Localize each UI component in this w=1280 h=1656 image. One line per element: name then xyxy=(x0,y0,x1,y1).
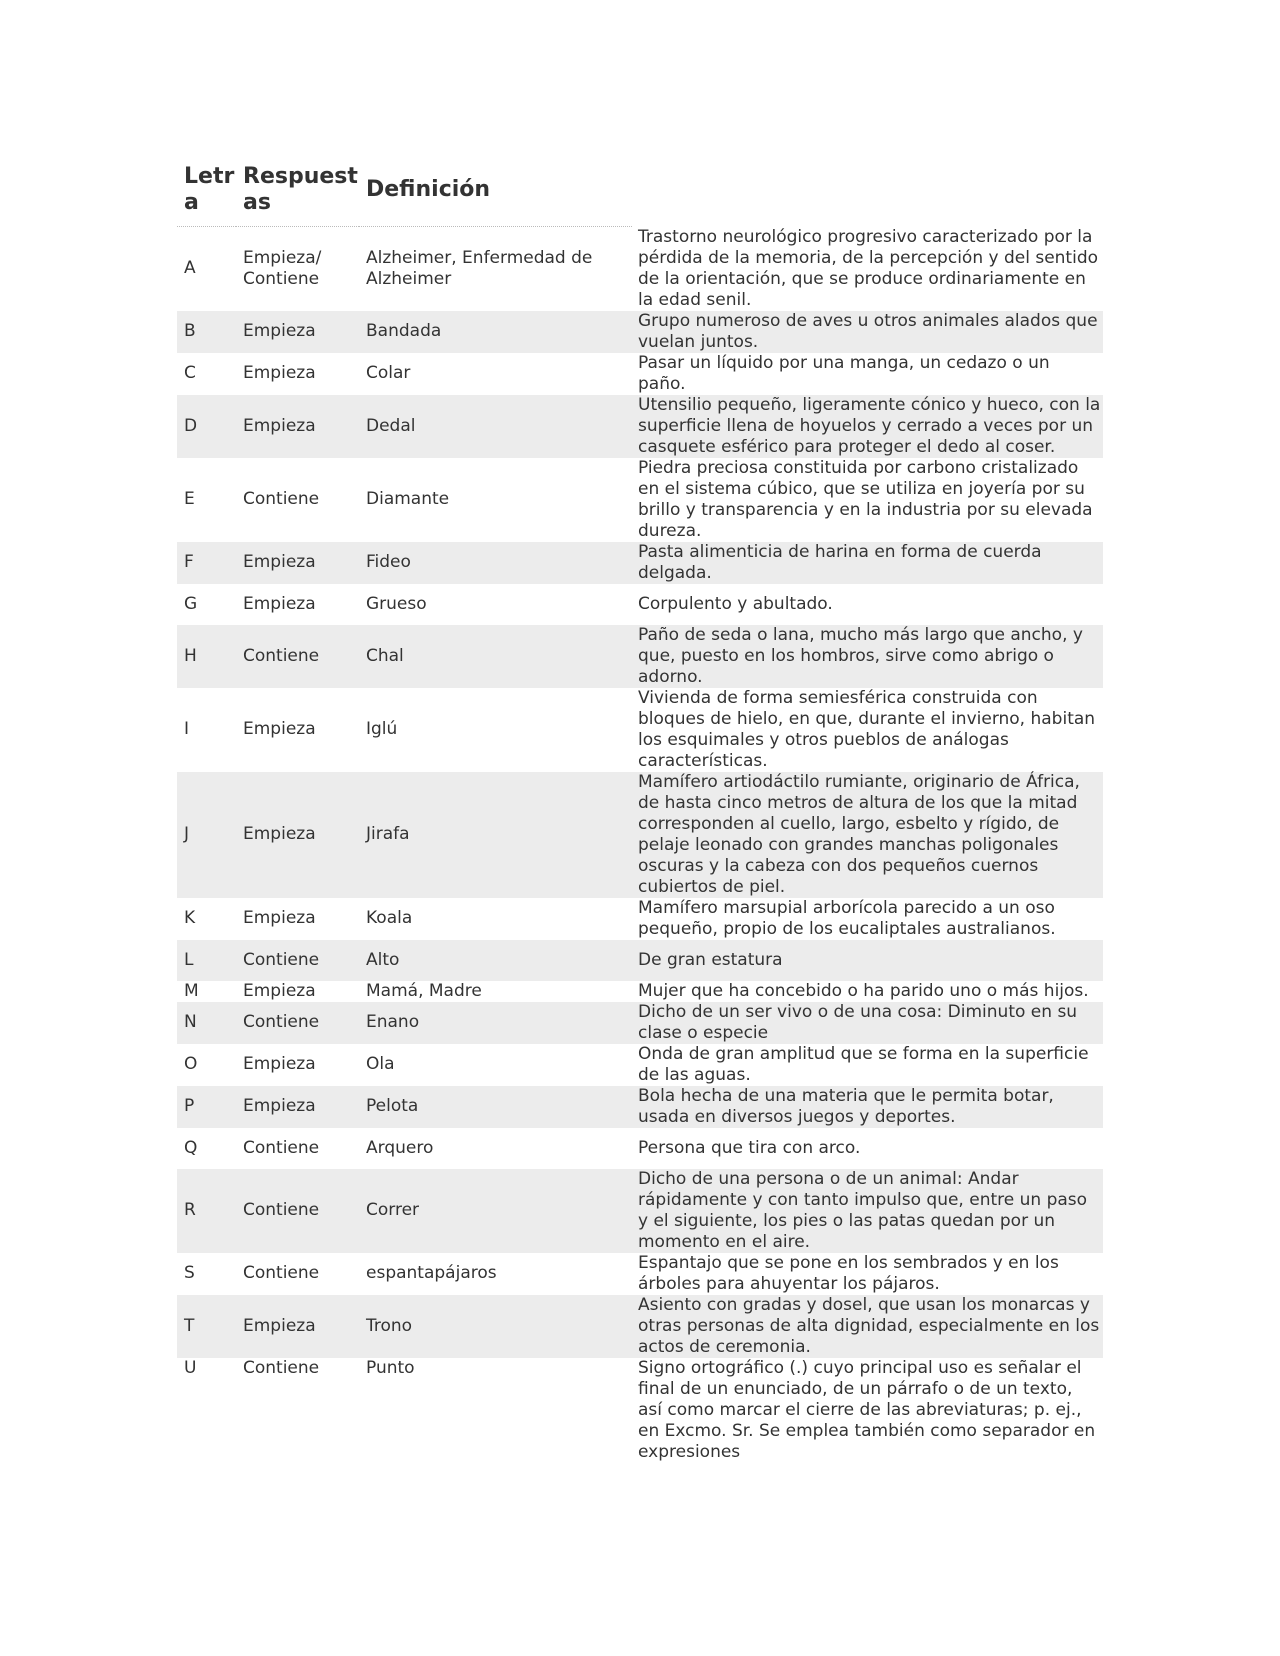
row-definition: Dicho de una persona o de un animal: Andar rápidamente y con tanto impulso que, entre un paso y el siguiente, los pies o las patas quedan por un momento en el aire. xyxy=(632,1169,1103,1253)
row-type: Empieza xyxy=(236,772,359,898)
row-letter: S xyxy=(184,1263,195,1283)
row-type: Empieza xyxy=(236,1086,359,1128)
row-letter: Q xyxy=(184,1137,198,1158)
table-row xyxy=(177,940,1103,981)
row-letter: A xyxy=(184,258,196,279)
row-type: Contiene xyxy=(236,940,359,981)
row-definition: Mamífero marsupial arborícola parecido a un oso pequeño, propio de los eucaliptales australianos. xyxy=(638,897,1056,939)
row-answer: Enano xyxy=(359,1002,632,1044)
table-row xyxy=(177,1044,1103,1086)
table-row xyxy=(177,542,1103,584)
table-row xyxy=(177,1002,1103,1044)
table-row xyxy=(177,458,1103,542)
row-letter: T xyxy=(177,1295,236,1358)
row-answer: Iglú xyxy=(366,719,398,739)
glossary-table xyxy=(177,160,1103,1463)
header-type: Respuestas xyxy=(236,160,359,227)
row-letter: B xyxy=(177,311,236,353)
row-definition: Corpulento y abultado. xyxy=(638,593,833,614)
row-answer: Pelota xyxy=(359,1086,632,1128)
table-row xyxy=(177,1169,1103,1253)
row-definition: Pasta alimenticia de harina en forma de cuerda delgada. xyxy=(632,542,1103,584)
row-definition: Mujer que ha concebido o ha parido uno o más hijos. xyxy=(638,980,1089,1001)
row-type: Contiene xyxy=(236,1002,359,1044)
row-definition: Asiento con gradas y dosel, que usan los monarcas y otras personas de alta dignidad, especialmente en los actos de ceremonia. xyxy=(632,1295,1103,1358)
row-letter: D xyxy=(177,395,236,458)
table-row xyxy=(177,353,1103,395)
table-row xyxy=(177,584,1103,625)
row-answer: Fideo xyxy=(359,542,632,584)
row-letter: O xyxy=(184,1054,198,1074)
row-type: Empieza xyxy=(243,1054,316,1074)
row-type: Empieza/ Contiene xyxy=(243,247,322,289)
row-letter: K xyxy=(184,908,196,928)
row-type: Empieza xyxy=(243,719,316,739)
row-type: Empieza xyxy=(243,980,316,1001)
row-letter: J xyxy=(177,772,236,898)
row-definition: Onda de gran amplitud que se forma en la superficie de las aguas. xyxy=(638,1043,1089,1085)
table-row xyxy=(177,1358,1103,1463)
row-definition: De gran estatura xyxy=(632,940,1103,981)
row-letter: E xyxy=(184,489,195,509)
table-row xyxy=(177,395,1103,458)
table-row xyxy=(177,981,1103,1002)
row-definition: Pasar un líquido por una manga, un cedazo o un paño. xyxy=(638,352,1050,394)
row-type: Empieza xyxy=(243,593,316,614)
row-answer: Alto xyxy=(359,940,632,981)
row-type: Contiene xyxy=(243,1137,320,1158)
row-answer: Mamá, Madre xyxy=(366,980,482,1001)
row-letter: U xyxy=(184,1357,197,1378)
header-answer: Definición xyxy=(359,160,632,227)
row-answer: Dedal xyxy=(359,395,632,458)
row-definition: Piedra preciosa constituida por carbono cristalizado en el sistema cúbico, que se utiliza en joyería por su brillo y transparencia y en la industria por su elevada dureza. xyxy=(638,457,1093,541)
row-type: Empieza xyxy=(236,311,359,353)
header-row xyxy=(177,160,1103,227)
row-definition: Dicho de un ser vivo o de una cosa: Diminuto en su clase o especie xyxy=(632,1002,1103,1044)
row-definition: Utensilio pequeño, ligeramente cónico y hueco, con la superficie llena de hoyuelos y cerrado a veces por un casquete esférico para proteger el dedo al coser. xyxy=(632,395,1103,458)
row-definition: Trastorno neurológico progresivo caracterizado por la pérdida de la memoria, de la percepción y del sentido de la orientación, que se produce ordinariamente en la edad senil. xyxy=(638,226,1099,310)
row-type: Contiene xyxy=(236,1169,359,1253)
table-row xyxy=(177,772,1103,898)
row-definition: Bola hecha de una materia que le permita botar, usada en diversos juegos y deportes. xyxy=(632,1086,1103,1128)
row-answer: Correr xyxy=(359,1169,632,1253)
row-letter: G xyxy=(184,593,198,614)
row-answer: Trono xyxy=(359,1295,632,1358)
row-answer: Punto xyxy=(366,1357,415,1378)
row-type: Empieza xyxy=(236,542,359,584)
row-definition: Grupo numeroso de aves u otros animales alados que vuelan juntos. xyxy=(632,311,1103,353)
table-row xyxy=(177,1253,1103,1295)
row-letter: R xyxy=(177,1169,236,1253)
table-row xyxy=(177,688,1103,772)
row-answer: Arquero xyxy=(366,1137,434,1158)
row-answer: Colar xyxy=(366,363,411,383)
row-letter: P xyxy=(177,1086,236,1128)
row-answer: Bandada xyxy=(359,311,632,353)
row-definition: Paño de seda o lana, mucho más largo que ancho, y que, puesto en los hombros, sirve como abrigo o adorno. xyxy=(632,625,1103,688)
row-type: Empieza xyxy=(243,363,316,383)
row-type: Empieza xyxy=(236,395,359,458)
table-row xyxy=(177,625,1103,688)
row-type: Contiene xyxy=(243,489,320,509)
row-answer: Diamante xyxy=(366,489,450,509)
row-answer: Chal xyxy=(359,625,632,688)
header-letter: Letra xyxy=(177,160,236,227)
row-answer: espantapájaros xyxy=(366,1263,497,1283)
row-definition: Vivienda de forma semiesférica construida con bloques de hielo, en que, durante el invierno, habitan los esquimales y otros pueblos de análogas características. xyxy=(638,687,1096,771)
table-row xyxy=(177,1086,1103,1128)
row-answer: Jirafa xyxy=(359,772,632,898)
table-row xyxy=(177,1295,1103,1358)
row-answer: Grueso xyxy=(366,593,427,614)
row-type: Contiene xyxy=(243,1357,320,1378)
row-definition: Signo ortográfico (.) cuyo principal uso es señalar el final de un enunciado, de un párrafo o de un texto, así como marcar el cierre de las abreviaturas; p. ej., en Excmo. Sr. Se emplea también como separador en expresiones xyxy=(638,1357,1096,1462)
row-type: Empieza xyxy=(243,908,316,928)
row-letter: L xyxy=(177,940,236,981)
row-letter: H xyxy=(177,625,236,688)
table-row xyxy=(177,227,1103,311)
row-type: Contiene xyxy=(243,1263,320,1283)
row-definition: Persona que tira con arco. xyxy=(638,1137,861,1158)
row-definition: Espantajo que se pone en los sembrados y en los árboles para ahuyentar los pájaros. xyxy=(638,1252,1059,1294)
row-letter: C xyxy=(184,363,196,383)
row-answer: Ola xyxy=(366,1054,395,1074)
header-definition xyxy=(632,160,1103,227)
row-letter: N xyxy=(177,1002,236,1044)
row-answer: Koala xyxy=(366,908,413,928)
row-definition: Mamífero artiodáctilo rumiante, originario de África, de hasta cinco metros de altura de los que la mitad corresponden al cuello, largo, esbelto y rígido, de pelaje leonado con grandes manchas poligonales oscuras y la cabeza con dos pequeños cuernos cubiertos de piel. xyxy=(632,772,1103,898)
row-type: Empieza xyxy=(236,1295,359,1358)
row-letter: F xyxy=(177,542,236,584)
row-letter: M xyxy=(184,980,199,1001)
row-letter: I xyxy=(184,719,190,739)
row-type: Contiene xyxy=(236,625,359,688)
row-answer: Alzheimer, Enfermedad de Alzheimer xyxy=(366,247,593,289)
table-row xyxy=(177,898,1103,940)
table-row xyxy=(177,1128,1103,1169)
table-row xyxy=(177,311,1103,353)
